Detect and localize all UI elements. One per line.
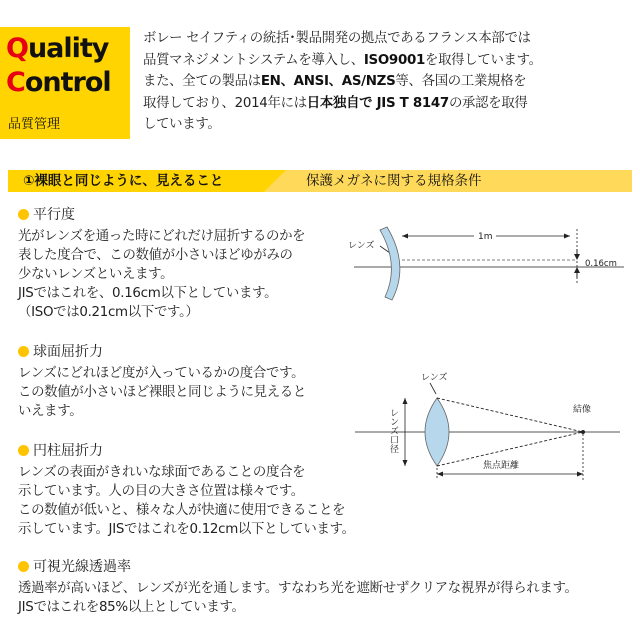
- intro-line: 取得しており、2014年には日本独自で JIS T 8147の承認を取得: [143, 95, 528, 111]
- section-title: 円柱屈折力: [18, 441, 355, 461]
- badge-title-line1: Quality: [6, 33, 109, 64]
- intro-line: また、全ての製品はEN、ANSI、AS/NZS等、各国の工業規格を: [143, 74, 527, 89]
- section-parallelism: [18, 205, 305, 322]
- focal-length-diagram: [355, 368, 625, 488]
- bullet-dot-icon: [18, 445, 29, 456]
- diameter-label: レンズ口径: [388, 408, 398, 453]
- arrowhead-icon: [574, 267, 580, 273]
- lens-shape: [425, 398, 449, 466]
- section-title: 可視光線透過率: [18, 557, 578, 577]
- badge-title-line2: Control: [6, 67, 111, 98]
- arrowhead-icon: [403, 398, 408, 404]
- section-body: 光がレンズを通った時にどれだけ屈折するのかを 表した度合で、この数値が小さいほどゆがみの 少ないレンズといえます。 JISではこれを、0.16cm以下としています。 （ISOでは0.21cm以下です。）: [18, 229, 306, 320]
- bullet-dot-icon: [18, 346, 29, 357]
- focal-point: [581, 430, 585, 434]
- arrowhead-icon: [437, 472, 443, 477]
- jis-highlight: 日本独自で JIS T 8147: [306, 95, 449, 111]
- intro-paragraph: [143, 28, 635, 136]
- section-subheading: 保護メガネに関する規格条件: [306, 173, 482, 189]
- offset-label: 0.16cm: [585, 259, 617, 269]
- bullet-dot-icon: [18, 209, 29, 220]
- intro-line: 品質マネジメントシステムを導入し、ISO9001を取得しています。: [143, 52, 542, 68]
- section-tab-label: ①裸眼と同じように、見えること: [23, 173, 224, 189]
- arrowhead-icon: [574, 254, 580, 260]
- section-transmittance: [18, 557, 578, 617]
- section-spherical-power: [18, 342, 306, 421]
- section-header-band: [8, 170, 632, 192]
- intro-line: ボレー セイフティの統括･製品開発の拠点であるフランス本部では: [143, 31, 531, 46]
- section-title: 球面屈折力: [18, 342, 306, 362]
- section-cylindrical-power: [18, 441, 355, 539]
- iso-highlight: ISO9001: [363, 52, 425, 68]
- focal-length-label: 焦点距離: [483, 461, 520, 471]
- arrowhead-icon: [402, 234, 408, 239]
- arrowhead-icon: [564, 234, 570, 239]
- distance-label: 1m: [478, 232, 493, 242]
- parallelism-diagram: [342, 215, 640, 310]
- section-title: 平行度: [18, 205, 305, 225]
- arrowhead-icon: [403, 460, 408, 466]
- diagram2-lens-label: レンズ: [421, 373, 448, 383]
- badge-subtitle: 品質管理: [8, 117, 61, 132]
- section-body: 透過率が高いほど、レンズが光を通します。すなわち光を遮断せずクリアな視界が得られます。 JISではこれを85%以上としています。: [18, 581, 578, 615]
- lens-shape: [380, 227, 400, 300]
- lens-pointer-line: [430, 383, 436, 394]
- bullet-dot-icon: [18, 561, 29, 572]
- converging-ray-top: [437, 398, 583, 432]
- standards-highlight: EN、ANSI、AS/NZS: [260, 74, 396, 89]
- section-body: レンズの表面がきれいな球面であることの度合を 示しています。人の目の大きさ位置は様々です。 この数値が低いと、様々な人が快適に使用できることを 示しています。JISではこれを0.12cm以下としています。: [18, 465, 355, 537]
- image-label: 結像: [573, 405, 592, 415]
- intro-line: しています。: [143, 117, 221, 132]
- section-body: レンズにどれほど度が入っているかの度合です。 この数値が小さいほど裸眼と同じように見えると いえます。: [18, 366, 306, 419]
- quality-control-badge: [0, 27, 130, 139]
- arrowhead-icon: [577, 472, 583, 477]
- diagram1-lens-label: レンズ: [348, 241, 375, 251]
